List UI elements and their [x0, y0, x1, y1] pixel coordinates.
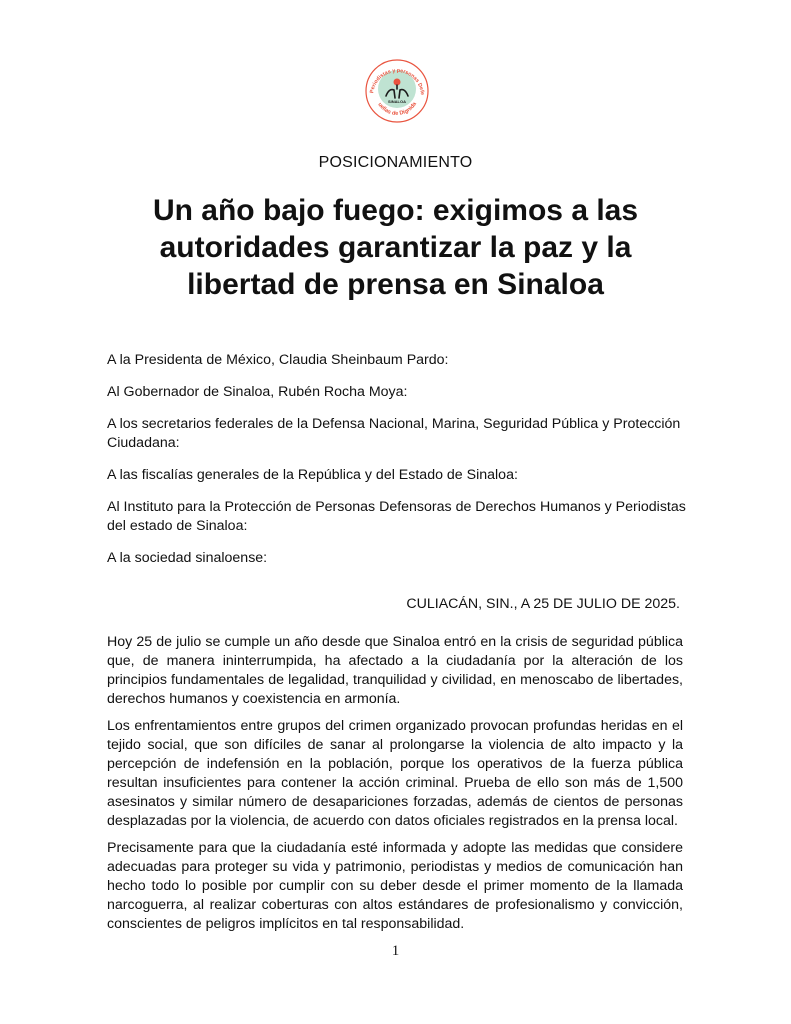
body-paragraph: Precisamente para que la ciudadanía esté informada y adopte las medidas que considere adecuadas para proteger su vida y patrimonio, periodistas y medios de comunicación han hecho todo lo posible por cumplir con su deber desde el primer momento de la llamada narcoguerra, al realizar coberturas con altos estándares de profesionalismo y convicción, conscientes de peligros implícitos en tal responsabilidad.	[107, 840, 683, 932]
addressee-prosecutors: A las fiscalías generales de la República y del Estado de Sinaloa:	[107, 467, 518, 483]
logo-bottom-text: uellas de Dignida	[376, 101, 419, 117]
title-line: libertad de prensa en Sinaloa	[187, 268, 604, 301]
addressee-president: A la Presidenta de México, Claudia Sheinbaum Pardo:	[107, 352, 449, 368]
page-number: 1	[391, 943, 400, 959]
logo-center-text: SINALOA	[388, 99, 406, 104]
document-kicker: POSICIONAMIENTO	[318, 154, 473, 171]
document-title	[100, 192, 691, 303]
body-paragraph: Hoy 25 de julio se cumple un año desde que Sinaloa entró en la crisis de seguridad pública que, de manera ininterrumpida, ha afectado a la ciudadanía por la alteración de los principios fundamentales de legalidad, tranquilidad y civilidad, en menoscabo de libertades, derechos humanos y coexistencia en armonía.	[107, 634, 683, 707]
logo-arc-text: Periodistas y personas Defe	[369, 67, 426, 96]
addressee-protection-institute: Al Instituto para la Protección de Personas Defensoras de Derechos Humanos y Periodistas del estado de Sinaloa:	[107, 499, 686, 534]
addressee-governor: Al Gobernador de Sinaloa, Rubén Rocha Moya:	[107, 384, 408, 400]
title-line: Un año bajo fuego: exigimos a las	[152, 194, 639, 227]
body-paragraph: Los enfrentamientos entre grupos del crimen organizado provocan profundas heridas en el tejido social, que son difíciles de sanar al prolongarse la violencia de alto impacto y la percepción de indefensión en la población, porque los operativos de la fuerza pública resultan insuficientes para contener la acción criminal. Prueba de ello son más de 1,500 asesinatos y similar número de desapariciones forzadas, además de cientos de personas desplazadas por la violencia, de acuerdo con datos oficiales registrados en la prensa local.	[107, 718, 683, 829]
addressee-society: A la sociedad sinaloense:	[107, 550, 268, 566]
title-line: autoridades garantizar la paz y la	[159, 231, 632, 264]
addressee-federal-secretaries: A los secretarios federales de la Defensa Nacional, Marina, Seguridad Pública y Protección Ciudadana:	[107, 416, 681, 451]
dateline: CULIACÁN, SIN., A 25 DE JULIO DE 2025.	[406, 596, 680, 612]
organization-logo	[364, 58, 430, 124]
